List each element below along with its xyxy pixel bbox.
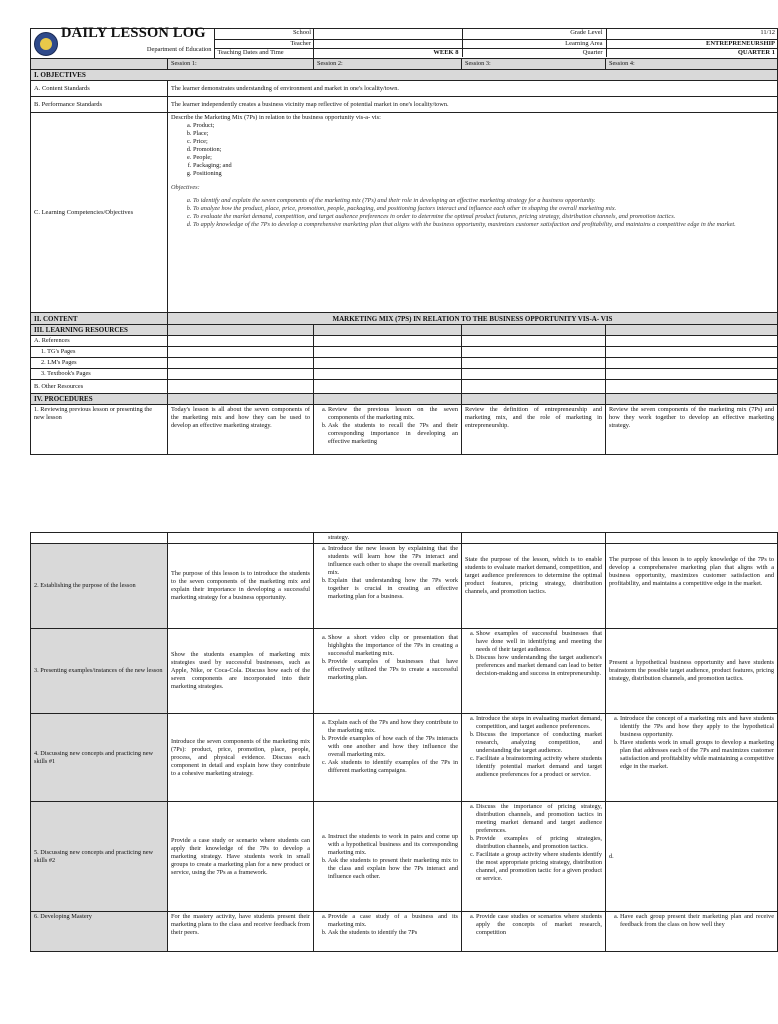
procedure-s4: The purpose of this lesson is to apply knowledge of the 7Ps to develop a comprehensive marketing plan that aligns with a business opportunity, maximizes customer satisfaction and profitability, and maintains a competitive edge in the market. — [606, 544, 778, 629]
procedure-s3 — [462, 912, 606, 952]
mix-item: c. Price; — [193, 138, 774, 146]
procedure-s3: Review the definition of entrepreneurship and marketing mix, and the role of marketing in entrepreneurship. — [462, 405, 606, 455]
empty-cell — [606, 380, 778, 394]
school-value[interactable] — [314, 29, 462, 39]
empty-cell — [314, 336, 462, 347]
procedure-s2-list — [317, 406, 458, 446]
content-text: MARKETING MIX (7PS) IN RELATION TO THE BUSINESS OPPORTUNITY VIS-A- VIS — [168, 313, 778, 325]
procedure-s2-list — [317, 634, 458, 682]
session-1-header: Session 1: — [168, 59, 314, 70]
list-item: b. Ask the students to present their marketing mix to the class and explain how the 7Ps interact and influence each other. — [328, 857, 458, 881]
lesson-log-table-page2 — [30, 532, 778, 952]
list-item: a. Review the previous lesson on the seven components of the marketing mix. — [328, 406, 458, 422]
mix-item: a. Product; — [193, 122, 774, 130]
tg-pages-label: 1. TG's Pages — [31, 347, 168, 358]
empty-cell — [462, 533, 606, 544]
list-item: a. Discuss the importance of pricing strategy, distribution channels, and promotion tactics in meeting market demand and target audience preferences. — [476, 803, 602, 835]
log-title: DAILY LESSON LOG — [61, 25, 206, 41]
procedure-s1: The purpose of this lesson is to introduce the students to the seven components of the marketing mix and explain their importance in developing a successful marketing strategy for a business opportunity. — [168, 544, 314, 629]
procedures-heading: IV. PROCEDURES — [31, 394, 168, 405]
procedure-s2-list — [317, 719, 458, 775]
session-3-header: Session 3: — [462, 59, 606, 70]
procedure-s4-list — [609, 913, 774, 929]
list-item: a. Show examples of successful businesses that have done well in identifying and meeting the needs of their target audience. — [476, 630, 602, 654]
other-resources-label: B. Other Resources — [31, 380, 168, 394]
continued-text: strategy. — [314, 533, 462, 544]
empty-cell — [31, 533, 168, 544]
area-value: ENTREPRENEURSHIP — [606, 39, 778, 48]
procedure-label: 5. Discussing new concepts and practicing new skills #2 — [31, 802, 168, 912]
empty-cell — [462, 325, 606, 336]
school-label: School — [214, 29, 314, 39]
area-label: Learning Area — [462, 39, 606, 48]
performance-standards-label: B. Performance Standards — [31, 97, 168, 113]
procedure-s2 — [314, 912, 462, 952]
empty-cell — [168, 358, 314, 369]
list-item: c. Ask students to identify examples of the 7Ps in different marketing campaigns. — [328, 759, 458, 775]
procedure-s2 — [314, 629, 462, 714]
procedure-s4 — [606, 714, 778, 802]
procedure-s1: For the mastery activity, have students present their marketing plans to the class and receive feedback from their peers. — [168, 912, 314, 952]
procedure-s4: Present a hypothetical business opportunity and have students brainstorm the possible target audience, product features, pricing strategy, distribution channels, and promotion tactics. — [606, 629, 778, 714]
procedure-s3 — [462, 802, 606, 912]
procedure-s2 — [314, 544, 462, 629]
session-corner — [31, 59, 168, 70]
procedure-s4 — [606, 912, 778, 952]
list-item: b. Ask the students to identify the 7Ps — [328, 929, 458, 937]
empty-cell — [314, 325, 462, 336]
procedure-s3-list — [465, 803, 602, 883]
deped-seal-icon — [34, 32, 58, 56]
mix-item: d. Promotion; — [193, 146, 774, 154]
teacher-value[interactable] — [314, 39, 462, 48]
procedure-s3: State the purpose of the lesson, which is to enable students to evaluate market demand, competition, and target audience preferences to determine the optimal product features, pricing strategy, distribution channels, and promotion tactics. — [462, 544, 606, 629]
procedure-label: 6. Developing Mastery — [31, 912, 168, 952]
procedure-s1: Introduce the seven components of the marketing mix (7Ps): product, price, promotion, place, people, process, and physical evidence. Discuss each component in detail and explain how they contribute to a cohesive marketing strategy. — [168, 714, 314, 802]
marketing-mix-list — [171, 122, 774, 178]
empty-cell — [168, 336, 314, 347]
procedure-s3-list — [465, 913, 602, 937]
procedure-s2 — [314, 802, 462, 912]
quarter-label: Quarter — [462, 48, 606, 57]
procedure-s3 — [462, 629, 606, 714]
empty-cell — [168, 369, 314, 380]
mix-item: g. Positioning — [193, 170, 774, 178]
list-item: b. Explain that understanding how the 7Ps work together is crucial in creating an effective marketing plan for a business. — [328, 577, 458, 601]
logo-area — [31, 25, 214, 58]
procedure-label: 3. Presenting examples/instances of the new lesson — [31, 629, 168, 714]
empty-cell — [314, 380, 462, 394]
empty-cell — [462, 394, 606, 405]
procedure-s3-list — [465, 715, 602, 779]
procedure-label: 1. Reviewing previous lesson or presenting the new lesson — [31, 405, 168, 455]
empty-cell — [462, 369, 606, 380]
quarter-value: QUARTER 1 — [737, 48, 775, 56]
empty-cell — [606, 394, 778, 405]
list-item: a. Introduce the steps in evaluating market demand, competition, and target audience preferences. — [476, 715, 602, 731]
resources-heading: III. LEARNING RESOURCES — [31, 325, 168, 336]
list-item: b. Discuss the importance of conducting market research, analyzing competition, and understanding the target audience. — [476, 731, 602, 755]
empty-cell — [168, 394, 314, 405]
empty-cell — [314, 369, 462, 380]
procedure-s1: Show the students examples of marketing mix strategies used by successful businesses, such as Apple, Nike, or Coca-Cola. Discuss how each of the seven components are incorporated into their marketing strategies. — [168, 629, 314, 714]
teacher-label: Teacher — [214, 39, 314, 48]
list-item: a. Show a short video clip or presentation that highlights the importance of the 7Ps in creating a successful marketing mix. — [328, 634, 458, 658]
empty-cell — [168, 380, 314, 394]
procedure-s1: Today's lesson is all about the seven components of the marketing mix and how they can be used to develop an effective marketing strategy. — [168, 405, 314, 455]
list-item: a. Explain each of the 7Ps and how they contribute to the marketing mix. — [328, 719, 458, 735]
list-item: b. Discuss how understanding the target audience's preferences and market demand can lead to better decision-making and success in entrepreneurship. — [476, 654, 602, 678]
content-standards-label: A. Content Standards — [31, 81, 168, 97]
empty-cell — [314, 358, 462, 369]
list-item: a. Introduce the concept of a marketing mix and have students identify the 7Ps and how they apply to the hypothetical business opportunity. — [620, 715, 774, 739]
objective-item: b. To analyze how the product, place, price, promotion, people, packaging, and positioning factors interact and influence each other in shaping the overall marketing mix. — [193, 205, 774, 213]
empty-cell — [606, 347, 778, 358]
list-item: c. Facilitate a group activity where students identify the most appropriate pricing strategy, distribution channel, and promotion tactic for a given product or service. — [476, 851, 602, 883]
procedure-s2-list — [317, 545, 458, 601]
mix-item: b. Place; — [193, 130, 774, 138]
content-heading: II. CONTENT — [31, 313, 168, 325]
competency-intro: Describe the Marketing Mix (7Ps) in relation to the business opportunity vis-a- vis: — [171, 114, 381, 121]
empty-cell — [314, 394, 462, 405]
list-item: a. Instruct the students to work in pairs and come up with a hypothetical business and its corresponding marketing mix. — [328, 833, 458, 857]
lm-pages-label: 2. LM's Pages — [31, 358, 168, 369]
empty-cell — [168, 325, 314, 336]
procedure-s3-list — [465, 630, 602, 678]
list-item: b. Provide examples of businesses that have effectively utilized the 7Ps to create a successful marketing plan. — [328, 658, 458, 682]
week-value: WEEK 8 — [314, 48, 462, 57]
procedure-s2 — [314, 714, 462, 802]
procedure-s4: Review the seven components of the marketing mix (7Ps) and how they work together to develop an effective marketing strategy. — [606, 405, 778, 455]
mix-item: e. People; — [193, 154, 774, 162]
objective-item: c. To evaluate the market demand, competition, and target audience preferences in order to determine the optimal product features, pricing strategy, distribution channels, and promotion tactics. — [193, 213, 774, 221]
procedure-s4: d. — [606, 802, 778, 912]
objective-item: d. To apply knowledge of the 7Ps to develop a comprehensive marketing plan that aligns with the business opportunity, maximizes customer satisfaction and profitability, and maintains a competitive edge in the market. — [193, 221, 774, 229]
page-one — [30, 25, 777, 463]
procedure-s3 — [462, 714, 606, 802]
empty-cell — [606, 533, 778, 544]
empty-cell — [168, 533, 314, 544]
empty-cell — [606, 369, 778, 380]
mix-item: f. Packaging; and — [193, 162, 774, 170]
procedure-s2 — [314, 405, 462, 455]
procedure-label: 2. Establishing the purpose of the lesson — [31, 544, 168, 629]
empty-cell — [462, 336, 606, 347]
list-item: c. Facilitate a brainstorming activity where students identify potential market demand and target audience preferences for a product or service. — [476, 755, 602, 779]
header-right — [314, 29, 778, 59]
procedure-s2-list — [317, 913, 458, 937]
competencies-label: C. Learning Competencies/Objectives — [31, 113, 168, 313]
empty-cell — [606, 325, 778, 336]
page-two — [30, 532, 777, 977]
empty-cell — [314, 347, 462, 358]
procedure-s1: Provide a case study or scenario where students can apply their knowledge of the 7Ps to develop a marketing strategy. Have students work in small groups to create a marketing plan for a new product or service, using the 7Ps as a framework. — [168, 802, 314, 912]
content-standards-text: The learner demonstrates understanding of environment and market in one's locality/town. — [168, 81, 778, 97]
list-item: a. Provide case studies or scenarios where students apply the concepts of market research, competition — [476, 913, 602, 937]
list-item: a. Provide a case study of a business and its marketing mix. — [328, 913, 458, 929]
references-label: A. References — [31, 336, 168, 347]
performance-standards-text: The learner independently creates a business vicinity map reflective of potential market in one's locality/town. — [168, 97, 778, 113]
objective-list — [171, 197, 774, 229]
header-left — [31, 25, 314, 59]
procedure-s4-list — [609, 715, 774, 771]
list-item: a. Introduce the new lesson by explaining that the students will learn how the 7Ps interact and influence each other to shape the overall marketing mix. — [328, 545, 458, 577]
grade-value: 11/12 — [606, 29, 778, 39]
list-item: b. Provide examples of how each of the 7Ps interacts with one another and how they influence the overall marketing mix. — [328, 735, 458, 759]
empty-cell — [606, 336, 778, 347]
list-item: b. Provide examples of pricing strategies, distribution channels, and promotion tactics. — [476, 835, 602, 851]
session-2-header: Session 2: — [314, 59, 462, 70]
empty-cell — [462, 380, 606, 394]
empty-cell — [168, 347, 314, 358]
objectives-heading: I. OBJECTIVES — [31, 70, 778, 81]
dates-label: Teaching Dates and Time — [217, 49, 284, 57]
procedure-s2-list — [317, 833, 458, 881]
empty-cell — [462, 358, 606, 369]
lesson-log-table-page1 — [30, 25, 778, 455]
objectives-label: Objectives: — [171, 184, 200, 191]
grade-label: Grade Level — [462, 29, 606, 39]
list-item: b. Have students work in small groups to develop a marketing plan that addresses each of the 7Ps and maximizes customer satisfaction and profitability while maintaining a competitive edge in the market. — [620, 739, 774, 771]
empty-cell — [462, 347, 606, 358]
procedure-label: 4. Discussing new concepts and practicing new skills #1 — [31, 714, 168, 802]
textbook-pages-label: 3. Textbook's Pages — [31, 369, 168, 380]
empty-cell — [606, 358, 778, 369]
session-4-header: Session 4: — [606, 59, 778, 70]
objective-item: a. To identify and explain the seven components of the marketing mix (7Ps) and their role in developing an effective marketing strategy for a business opportunity. — [193, 197, 774, 205]
list-item: a. Have each group present their marketing plan and receive feedback from the class on how well they — [620, 913, 774, 929]
department-name: Department of Education — [146, 46, 212, 53]
competencies-cell — [168, 113, 778, 313]
list-item: b. Ask the students to recall the 7Ps and their corresponding importance in developing an effective marketing — [328, 422, 458, 446]
